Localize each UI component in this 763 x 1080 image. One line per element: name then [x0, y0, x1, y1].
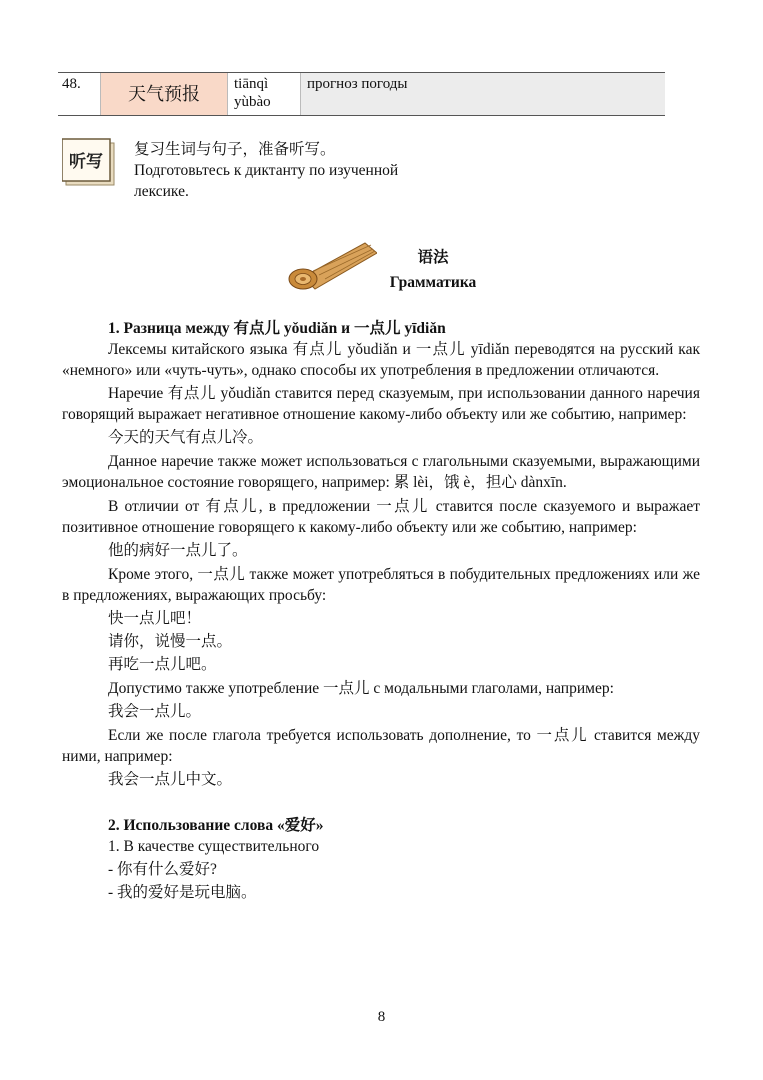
section1-paragraph-2: Наречие 有点儿 yǒudiǎn ставится перед сказуемым, при использовании данного наречия говорящий выражает негативное отношение какому-либо объекту или же событию, например: — [62, 385, 700, 423]
grammar-body — [62, 318, 700, 903]
vocab-translation: прогноз погоды — [301, 73, 665, 115]
section1-example-4: 请你，说慢一点。 — [108, 633, 233, 650]
section1-paragraph-5: Кроме этого, 一点儿 также может употребляться в побудительных предложениях или же в предложениях, выражающих просьбу: — [62, 566, 700, 604]
section1-example-6: 我会一点儿。 — [108, 703, 202, 720]
vocab-table-row — [58, 72, 665, 116]
section1-paragraph-7: Если же после глагола требуется использовать дополнение, то 一点儿 ставится между ними, например: — [62, 727, 700, 765]
section1-example-1: 今天的天气有点儿冷。 — [108, 429, 264, 446]
vocab-number: 48. — [62, 76, 81, 92]
section1-example-5: 再吃一点儿吧。 — [108, 656, 217, 673]
dictation-line-ru-1: Подготовьтесь к диктанту по изученной — [134, 162, 399, 179]
section2-title: 2. Использование слова «爱好» — [108, 817, 324, 834]
vocab-pinyin-line-1: tiānqì — [234, 76, 269, 92]
section1-paragraph-3: Данное наречие также может использоваться с глагольными сказуемыми, выражающими эмоциональное состояние говорящего, например: 累 lèi，饿 è，担心 dànxīn. — [62, 453, 700, 491]
dictation-icon — [62, 137, 116, 187]
section1-paragraph-4: В отличии от 有点儿, в предложении 一点儿 ставится после сказуемого и выражает позитивное отношение говорящего к какому-либо объекту или же событию, например: — [62, 498, 700, 536]
vocab-pinyin-line-2: yùbào — [234, 94, 271, 110]
section2-subtitle: 1. В качестве существительного — [108, 838, 320, 855]
dictation-line-ru-2: лексике. — [134, 183, 189, 200]
dictation-line-cn: 复习生词与句子，准备听写。 — [134, 141, 336, 158]
section1-example-3: 快一点儿吧！ — [108, 610, 202, 627]
section1-title: 1. Разница между 有点儿 yǒudiǎn и 一点儿 yīdiǎn — [108, 320, 446, 337]
vocab-hanzi: 天气预报 — [100, 73, 228, 115]
grammar-header-ru: Грамматика — [389, 274, 477, 291]
dictation-text — [134, 139, 398, 202]
dictation-icon-label: 听写 — [69, 152, 103, 172]
section1-example-7: 我会一点儿中文。 — [108, 771, 233, 788]
section1-paragraph-1: Лексемы китайского языка 有点儿 yǒudiǎn и 一点儿 yīdiǎn переводятся на русский как «немного» или «чуть-чуть», однако способы их употребления в предложении отличаются. — [62, 341, 700, 379]
grammar-header-cn: 语法 — [417, 249, 449, 266]
grammar-header — [363, 245, 503, 295]
section2-example-1: - 你有什么爱好? — [108, 861, 217, 878]
page-number: 8 — [377, 1009, 386, 1025]
section1-paragraph-6: Допустимо также употребление 一点儿 с модальными глаголами, например: — [108, 680, 614, 697]
vocab-pinyin — [228, 73, 301, 115]
section2-example-2: - 我的爱好是玩电脑。 — [108, 884, 257, 901]
section1-example-2: 他的病好一点儿了。 — [108, 542, 248, 559]
